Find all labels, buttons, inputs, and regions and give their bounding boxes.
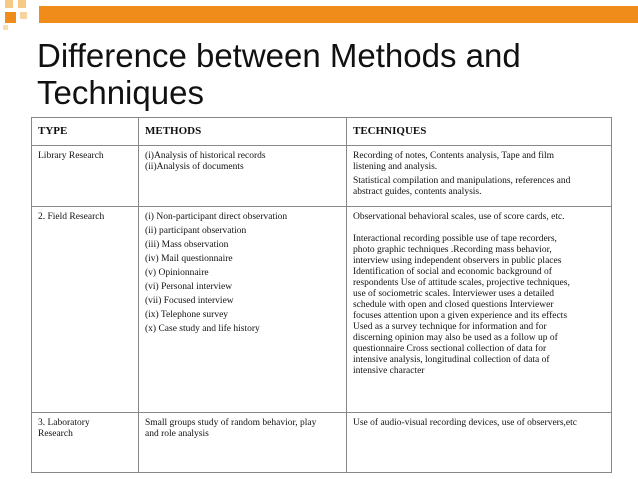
technique-line: intensive character (353, 366, 425, 376)
top-accent-bar (39, 6, 638, 23)
technique-line: focuses attention upon a given experience and its effects (353, 311, 568, 321)
slide-title: Difference between Methods and Techniques (37, 37, 521, 111)
header-type: TYPE (32, 118, 139, 146)
technique-line: Identification of social and economic background of (353, 267, 552, 277)
technique-line: questionnaire Cross sectional collection of data for (353, 344, 547, 354)
technique-line: Interactional recording possible use of tape recorders, (353, 234, 557, 244)
cell-methods (139, 413, 347, 473)
table-row (32, 413, 612, 473)
cell-methods (139, 146, 347, 207)
method-line: (v) Opinionnaire (145, 268, 209, 278)
type-line: 3. Laboratory (38, 418, 90, 429)
technique-line: Observational behavioral scales, use of score cards, etc. (353, 212, 565, 222)
table-header-row (32, 118, 612, 146)
cell-techniques (347, 207, 612, 413)
header-techniques: TECHNIQUES (347, 118, 612, 146)
technique-line: Statistical compilation and manipulations, references and (353, 176, 571, 187)
technique-line: Recording of notes, Contents analysis, Tape and film (353, 151, 554, 162)
method-line: (vi) Personal interview (145, 282, 233, 292)
method-line: (iv) Mail questionnaire (145, 254, 233, 264)
method-line: (i)Analysis of historical records (145, 151, 266, 162)
cell-techniques (347, 146, 612, 207)
cell-type: 2. Field Research (32, 207, 139, 413)
technique-line: interview using independent observers in public places (353, 256, 562, 266)
method-line: (x) Case study and life history (145, 324, 260, 334)
decor-square (20, 12, 27, 19)
technique-line: abstract guides, contents analysis. (353, 187, 482, 198)
decor-square (3, 25, 8, 30)
method-line: (vii) Focused interview (145, 296, 234, 306)
table-row (32, 146, 612, 207)
method-line: (iii) Mass observation (145, 240, 229, 250)
decor-square (18, 0, 26, 8)
technique-line: photo graphic techniques .Recording mass behavior, (353, 245, 552, 255)
decor-square (5, 0, 13, 8)
technique-line: respondents Use of attitude scales, projective techniques, (353, 278, 570, 288)
table-row (32, 207, 612, 413)
method-line: (ii) participant observation (145, 226, 247, 236)
method-line: (ii)Analysis of documents (145, 162, 244, 173)
technique-line: intensive analysis, longitudinal collection of data of (353, 355, 550, 365)
cell-methods (139, 207, 347, 413)
technique-line: Used as a survey technique for information and for (353, 322, 547, 332)
comparison-table (31, 117, 612, 473)
header-methods: METHODS (139, 118, 347, 146)
technique-line: listening and analysis. (353, 162, 438, 173)
method-line: Small groups study of random behavior, play (145, 418, 317, 429)
method-line: (ix) Telephone survey (145, 310, 229, 320)
cell-type (32, 413, 139, 473)
method-line: (i) Non-participant direct observation (145, 212, 288, 222)
decor-square (5, 12, 16, 23)
technique-line: discerning opinion may also be used as a follow up of (353, 333, 558, 343)
cell-type: Library Research (32, 146, 139, 207)
type-line: Research (38, 429, 73, 440)
cell-techniques (347, 413, 612, 473)
technique-line: use of sociometric scales. Interviewer uses a detailed (353, 289, 555, 299)
technique-line: Use of audio-visual recording devices, use of observers,etc (353, 418, 577, 429)
technique-line: schedule with open and closed questions Interviewer (353, 300, 554, 310)
method-line: and role analysis (145, 429, 209, 440)
